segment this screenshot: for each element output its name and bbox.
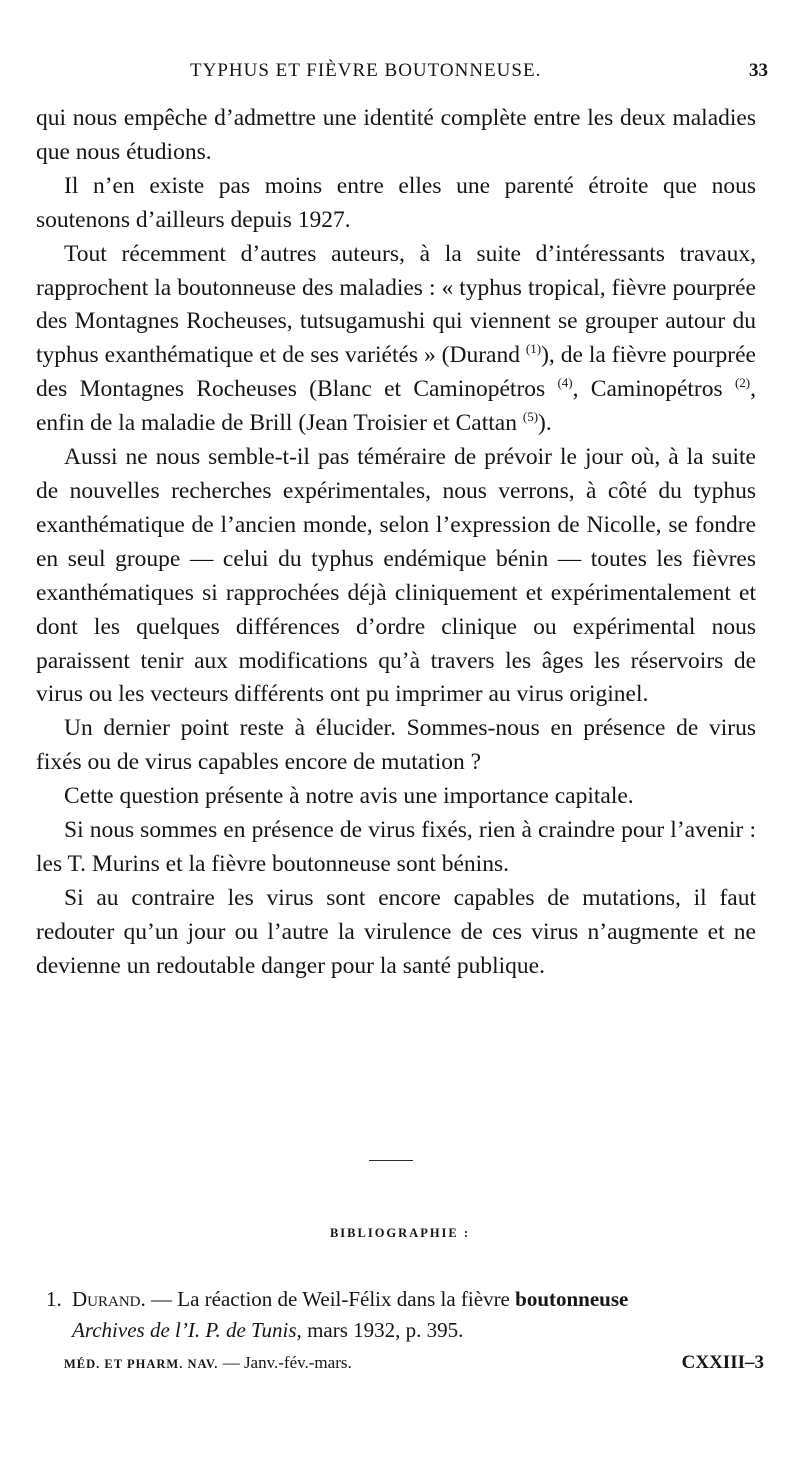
reference-journal: Archives de l’I. P. de Tunis, <box>72 1318 302 1342</box>
footnote-reference: (5) <box>522 409 539 425</box>
reference-title-tail: boutonneuse <box>515 1287 629 1311</box>
reference-dash: — <box>145 1287 178 1311</box>
bibliography-entry <box>46 1284 762 1346</box>
body-paragraph <box>36 170 756 238</box>
footnote-reference: (1) <box>525 341 542 357</box>
bibliography-entry-line <box>46 1284 762 1315</box>
reference-number: 1. <box>46 1287 62 1311</box>
body-paragraph <box>36 102 756 170</box>
paragraph-text: Si nous sommes en présence de virus fixés, rien à craindre pour l’avenir : les T. Murins et la fièvre boutonneuse sont bénins. <box>36 817 756 877</box>
running-head-title: TYPHUS ET FIÈVRE BOUTONNEUSE. <box>190 60 542 81</box>
paragraph-text: Un dernier point reste à élucider. Sommes-nous en présence de virus fixés ou de virus capables encore de mutation ? <box>36 715 756 776</box>
bibliography-entry-line <box>46 1315 762 1346</box>
page-number: 33 <box>749 60 768 81</box>
footer-issue: — Janv.-fév.-mars. <box>218 1353 352 1372</box>
footer-volume: CXXIII–3 <box>681 1352 764 1373</box>
running-head <box>36 60 768 90</box>
body-paragraph <box>36 814 756 882</box>
body-paragraph <box>36 780 756 814</box>
paragraph-text: qui nous empêche d’admettre une identité complète entre les deux maladies que nous étudions. <box>36 105 756 165</box>
body-paragraph <box>36 882 756 984</box>
footer-journal <box>64 1348 352 1379</box>
paragraph-text: Cette question présente à notre avis une importance capitale. <box>64 783 634 810</box>
section-divider <box>369 1160 413 1161</box>
paragraph-text: , enfin de la maladie de Brill (Jean Troisier et Cattan <box>36 376 756 437</box>
paragraph-text: Aussi ne nous semble-t-il pas téméraire de prévoir le jour où, à la suite de nouvelles recherches expérimentales, nous verrons, à côté du typhus exanthématique de l’ancien monde, selon l’expression de Nicolle, se fondre en seul groupe — celui du typhus endémique bénin — toutes les fièvres exanthématiques si rapprochées déjà cliniquement et expérimentalement et dont les quelques différences d’ordre clinique ou expérimental nous paraissent tenir aux modifications qu’à travers les âges les réservoirs de virus ou les vecteurs différents ont pu imprimer au virus originel. <box>36 444 756 708</box>
paragraph-text: Tout récemment d’autres auteurs, à la suite d’intéressants travaux, rapprochent la boutonneuse des maladies : « typhus tropical, fièvre pourprée des Montagnes Rocheuses, tutsugamushi qui viennent se grouper autour du typhus exanthématique et de ses variétés » (Durand <box>36 240 756 369</box>
footer-journal-abbrev: MÉD. ET PHARM. NAV. <box>64 1357 219 1371</box>
paragraph-text: ). <box>538 410 552 437</box>
paragraph-text: ), de la fièvre pourprée des Montagnes Rocheuses (Blanc et Caminopétros <box>36 342 756 403</box>
reference-title: La réaction de Weil-Félix dans la fièvre <box>177 1287 516 1311</box>
paragraph-text: Si au contraire les virus sont encore capables de mutations, il faut redouter qu’un jour ou l’autre la virulence de ces virus n’augmente et ne devienne un redoutable danger pour la santé publique. <box>36 884 756 979</box>
reference-details: mars 1932, p. 395. <box>301 1318 464 1342</box>
footnote-reference: (2) <box>734 375 751 391</box>
body-paragraph <box>36 712 756 780</box>
body-text <box>36 102 756 984</box>
reference-author: Durand. <box>72 1287 146 1311</box>
body-paragraph <box>36 238 756 441</box>
body-paragraph <box>36 441 756 712</box>
page-footer <box>64 1348 764 1378</box>
footnote-reference: (4) <box>557 375 573 391</box>
paragraph-text: Il n’en existe pas moins entre elles une parenté étroite que nous soutenons d’ailleurs depuis 1927. <box>36 172 756 233</box>
paragraph-text: , Caminopétros <box>572 376 735 403</box>
bibliography-heading: BIBLIOGRAPHIE : <box>329 1226 471 1240</box>
